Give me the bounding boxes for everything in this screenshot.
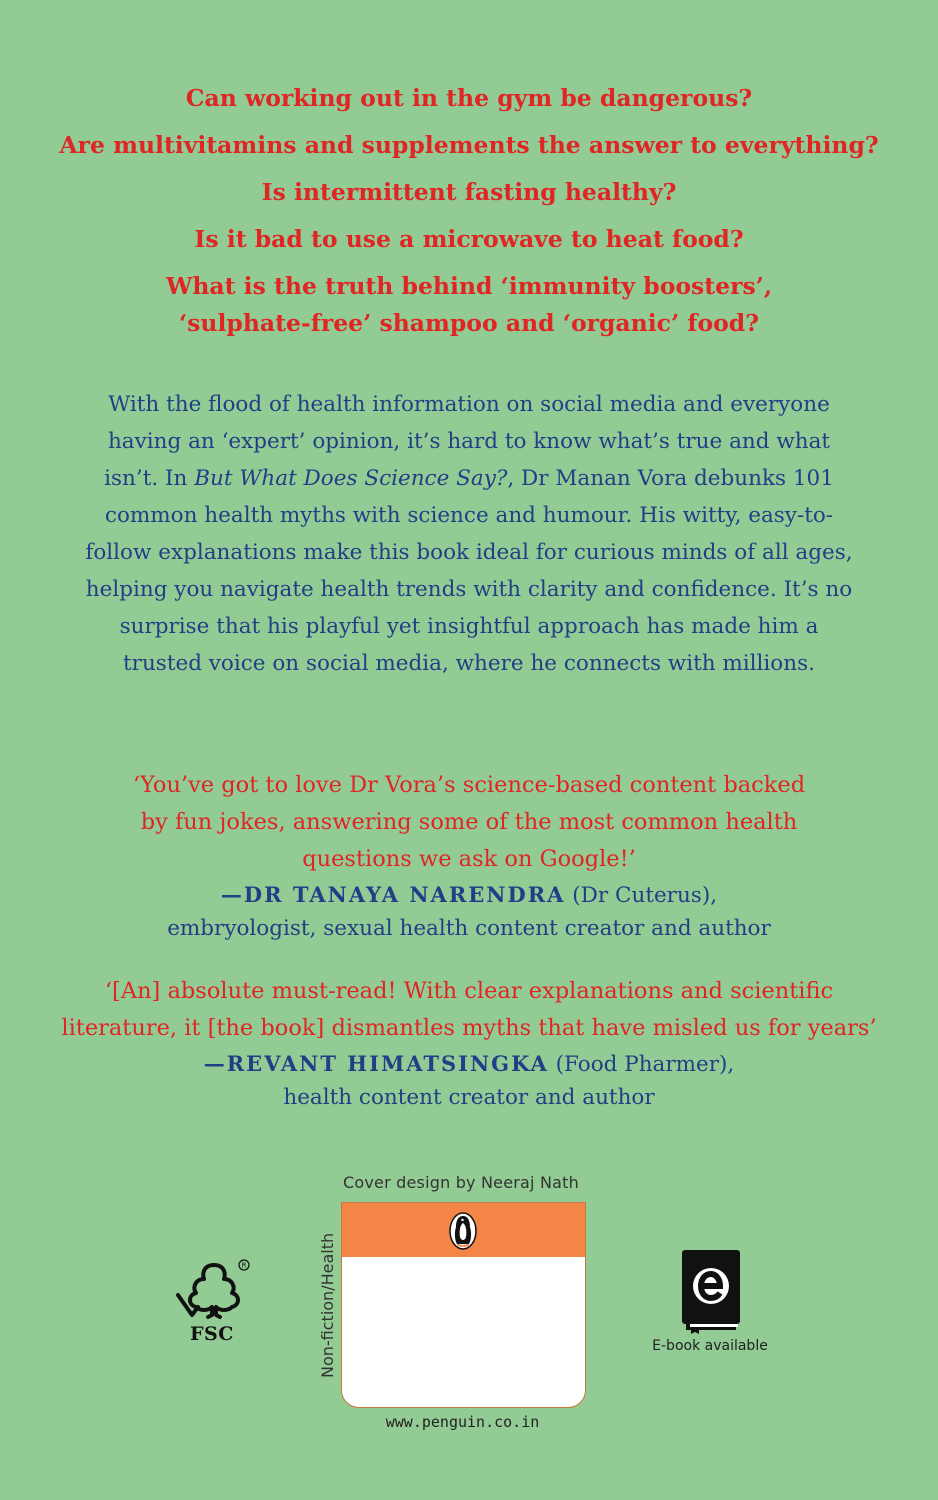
endorsement-2-quote: ‘[An] absolute must-read! With clear explanations and scientific literature, it [the book] dismantles myths that have misled us for years’ [61,978,877,1041]
publisher-band [342,1203,585,1257]
book-title: But What Does Science Say? [194,466,508,491]
question-2: Are multivitamins and supplements the answer to everything? [59,131,879,159]
question-1: Can working out in the gym be dangerous? [185,84,753,112]
question-5: What is the truth behind ‘immunity boosters’, ‘sulphate-free’ shampoo and ‘organic’ food? [165,272,773,337]
ebook-label: E-book available [652,1338,768,1354]
barcode-label-box [341,1202,586,1408]
genre-label: Non-fiction/Health [318,1232,337,1378]
endorsement-2-name: —REVANT HIMATSINGKA [203,1051,549,1076]
question-3: Is intermittent fasting healthy? [261,178,677,206]
question-4: Is it bad to use a microwave to heat food? [194,225,744,253]
fsc-label: FSC [190,1323,234,1345]
endorsement-2-attribution [40,1047,898,1081]
ebook-icon [680,1248,742,1334]
endorsement-2-alias: (Food Pharmer), [548,1052,735,1077]
endorsement-1-quote: ‘You’ve got to love Dr Vora’s science-based content backed by fun jokes, answering some of the most common health questions we ask on Google!’ [132,772,806,872]
endorsement-1-attribution [40,878,898,912]
endorsement-1-role: embryologist, sexual health content creator and author [167,916,771,941]
endorsement-1-alias: (Dr Cuterus), [565,883,718,908]
endorsement-2-role: health content creator and author [283,1085,655,1110]
question-list [40,80,898,352]
endorsement-1 [40,767,898,945]
blurb-text-start: With the flood of health information on social media and everyone having an ‘expert’ opinion, it’s hard to know what’s true and what isn’t. In [104,392,831,491]
book-description [80,386,858,682]
svg-text:R: R [241,1261,247,1270]
endorsement-1-name: —DR TANAYA NARENDRA [220,882,566,907]
cover-credit: Cover design by Neeraj Nath [343,1173,579,1192]
publisher-website: www.penguin.co.in [385,1413,540,1431]
endorsement-2 [40,973,898,1114]
blurb-text-end: , Dr Manan Vora debunks 101 common health myths with science and humour. His witty, easy-to-follow explanations make this book ideal for curious minds of all ages, helping you navigate health trends with clarity and confidence. It’s no surprise that his playful yet insightful approach has made him a trusted voice on social media, where he connects with millions. [85,466,853,676]
penguin-logo-icon [448,1211,478,1251]
